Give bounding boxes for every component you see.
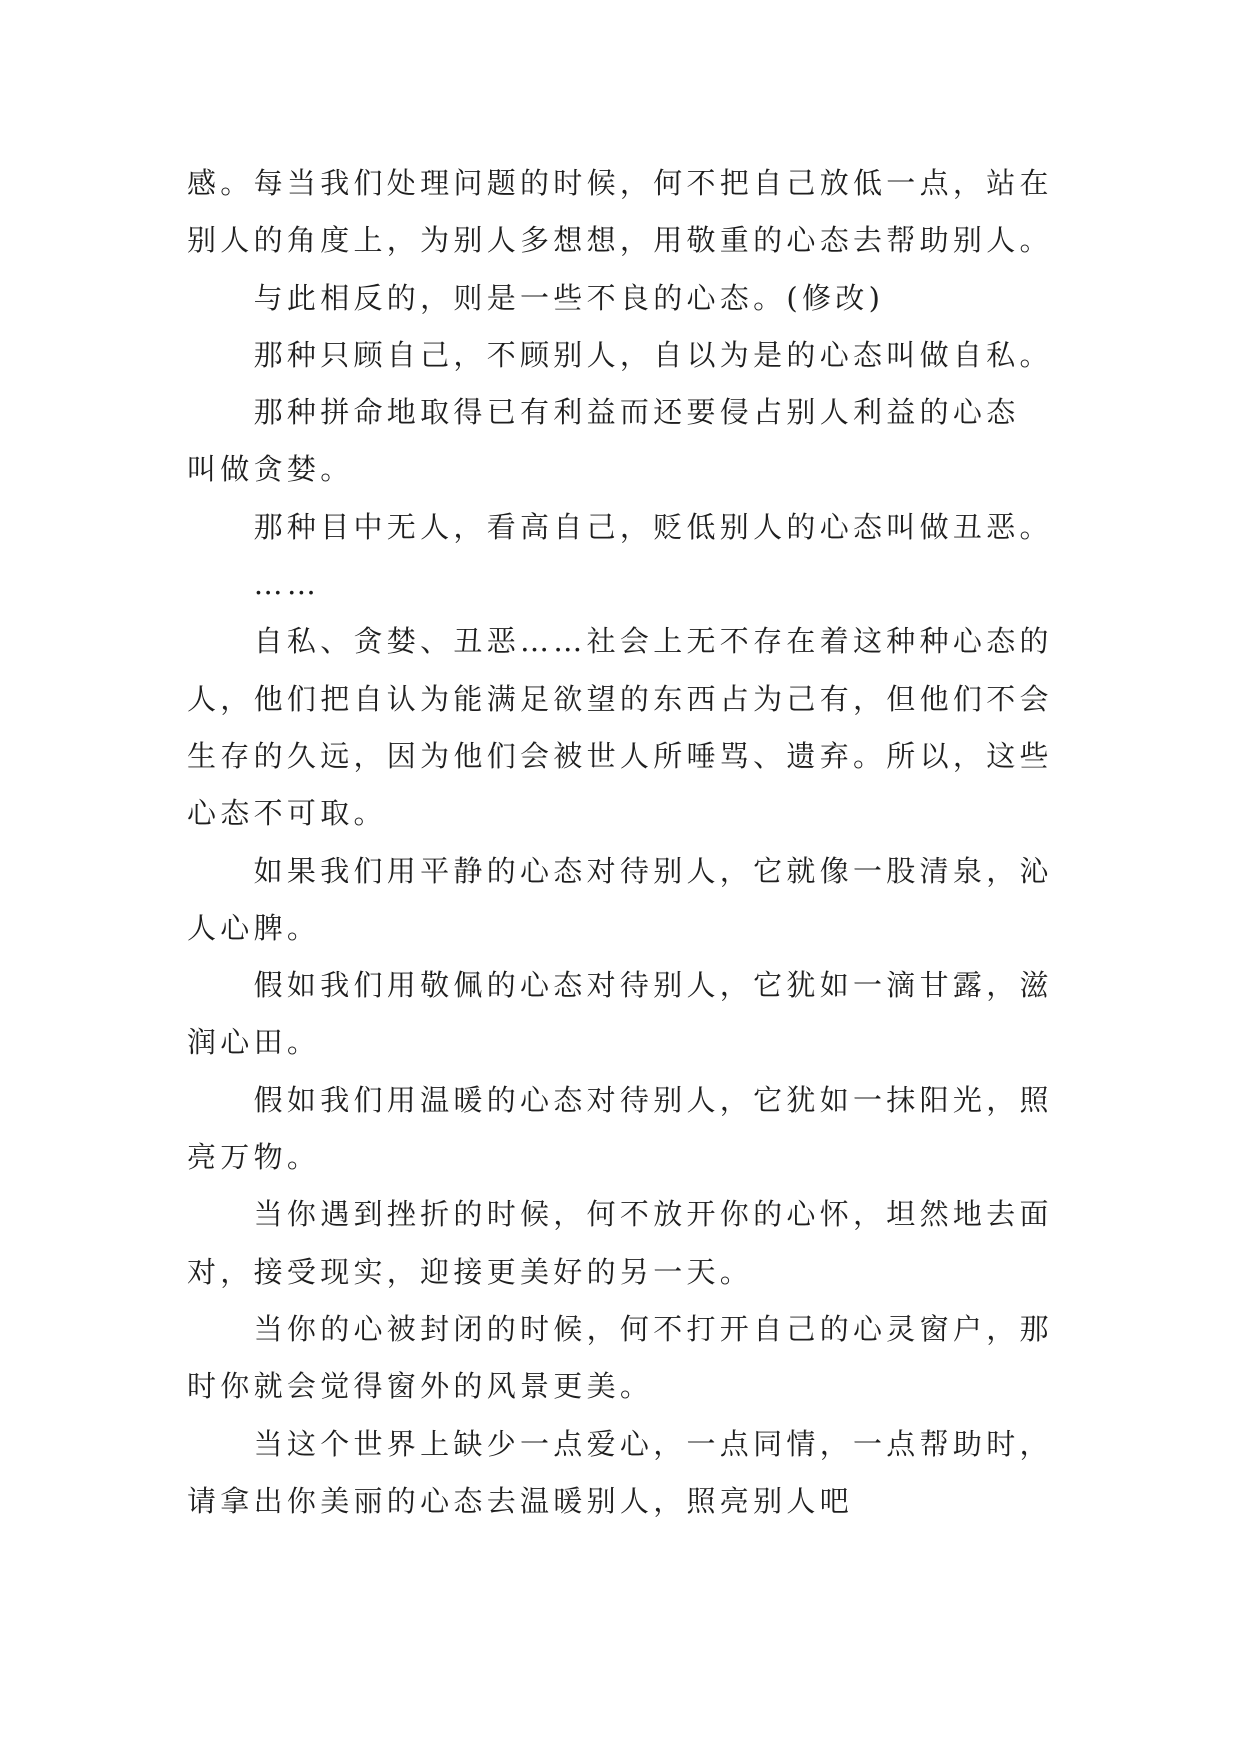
text-line: 人心脾。: [187, 910, 321, 945]
paragraph: [187, 843, 1067, 958]
paragraph: [187, 556, 1067, 613]
text-line: 别人的角度上，为别人多想想，用敬重的心态去帮助别人。: [187, 223, 1053, 258]
text-line: 那种目中无人，看高自己，贬低别人的心态叫做丑恶。: [253, 509, 1053, 544]
paragraph: [187, 613, 1067, 842]
body-text: [187, 155, 1067, 1530]
text-line: 心态不可取。: [187, 796, 387, 831]
paragraph: [187, 155, 1067, 270]
paragraph: [187, 1301, 1067, 1416]
paragraph: [187, 1416, 1067, 1531]
paragraph: [187, 384, 1067, 499]
text-line: 当这个世界上缺少一点爱心，一点同情，一点帮助时，: [253, 1426, 1053, 1461]
text-line: 叫做贪婪。: [187, 452, 354, 487]
paragraph: [187, 499, 1067, 556]
text-line: 润心田。: [187, 1025, 321, 1060]
text-line: 那种拼命地取得已有利益而还要侵占别人利益的心态: [253, 395, 1020, 430]
ellipsis-line: ……: [253, 567, 321, 602]
text-line: 感。每当我们处理问题的时候，何不把自己放低一点，站在: [187, 166, 1053, 200]
text-line: 假如我们用敬佩的心态对待别人，它犹如一滴甘露，滋: [253, 968, 1053, 1003]
paragraph: [187, 1186, 1067, 1301]
text-line: 请拿出你美丽的心态去温暖别人，照亮别人吧: [187, 1483, 854, 1518]
text-line: 与此相反的，则是一些不良的心态。(修改): [253, 280, 885, 315]
text-line: 时你就会觉得窗外的风景更美。: [187, 1369, 654, 1404]
paragraph: [187, 957, 1067, 1072]
text-line: 亮万物。: [187, 1140, 321, 1175]
text-line: 当你遇到挫折的时候，何不放开你的心怀，坦然地去面: [253, 1197, 1053, 1232]
text-line: 对，接受现实，迎接更美好的另一天。: [187, 1254, 754, 1289]
paragraph: [187, 270, 1067, 327]
text-line: 如果我们用平静的心态对待别人，它就像一股清泉，沁: [253, 853, 1053, 888]
paragraph: [187, 1072, 1067, 1187]
text-line: 自私、贪婪、丑恶……社会上无不存在着这种种心态的: [253, 624, 1053, 659]
text-line: 假如我们用温暖的心态对待别人，它犹如一抹阳光，照: [253, 1082, 1053, 1117]
text-line: 当你的心被封闭的时候，何不打开自己的心灵窗户，那: [253, 1311, 1053, 1346]
text-line: 生存的久远，因为他们会被世人所唾骂、遗弃。所以，这些: [187, 738, 1053, 773]
text-line: 那种只顾自己，不顾别人，自以为是的心态叫做自私。: [253, 337, 1053, 372]
paragraph: [187, 327, 1067, 384]
text-line: 人，他们把自认为能满足欲望的东西占为己有，但他们不会: [187, 681, 1053, 716]
